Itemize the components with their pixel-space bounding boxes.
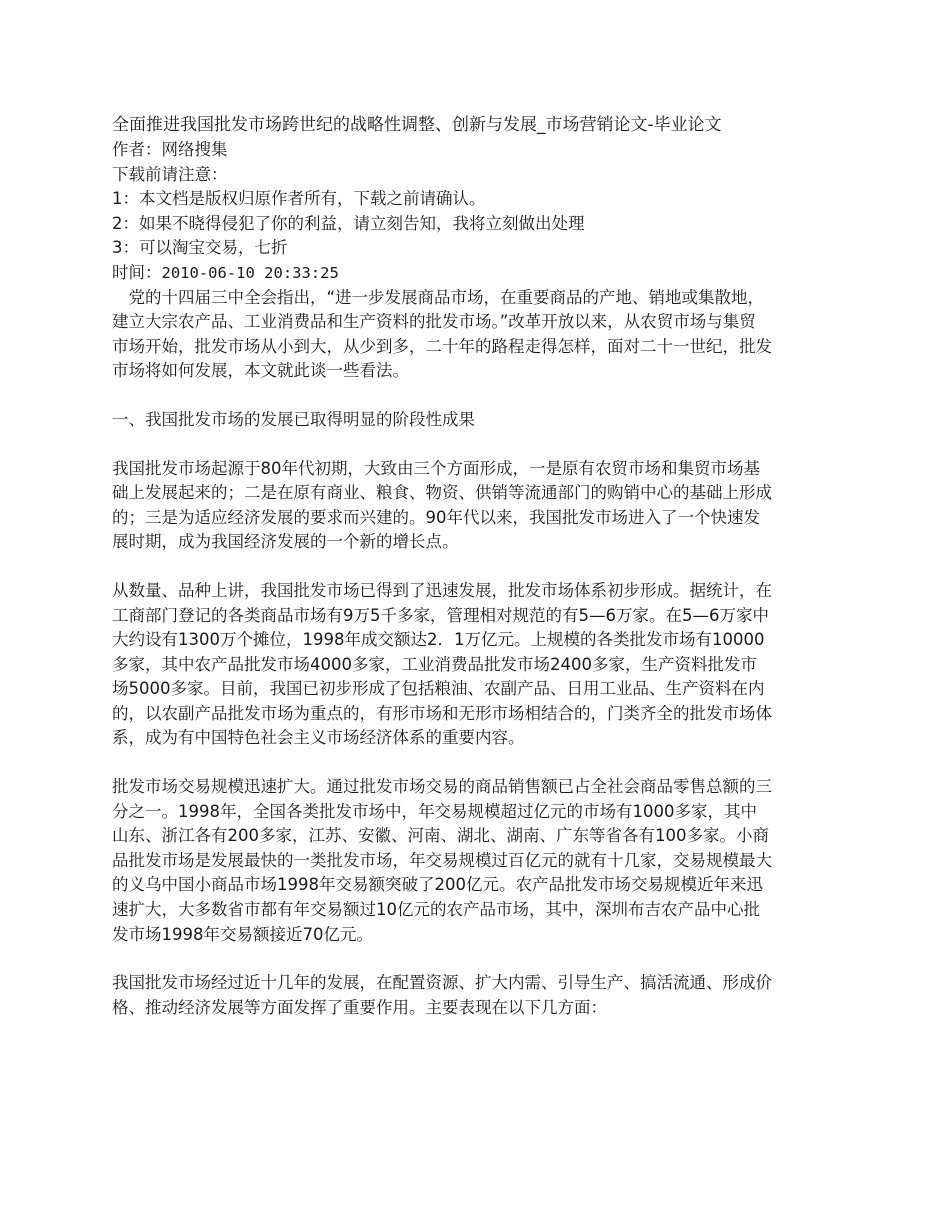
time-value: 2010-06-10 20:33:25 (161, 263, 339, 282)
body-paragraph-3: 批发市场交易规模迅速扩大。通过批发市场交易的商品销售额已占全社会商品零售总额的三分之一。1998年，全国各类批发市场中，年交易规模超过亿元的市场有1000多家，其中山东、浙江各有200多家，江苏、安徽、河南、湖北、湖南、广东等省各有100多家。小商品批发市场是发展最快的一类批发市场，年交易规模过百亿元的就有十几家，交易规模最大的义乌中国小商品市场1998年交易额突破了200亿元。农产品批发市场交易规模近年来迅速扩大，大多数省市都有年交易额过10亿元的农产品市场，其中，深圳布吉农产品中心批发市场1998年交易额接近70亿元。 (112, 777, 772, 944)
body-paragraph-1: 我国批发市场起源于80年代初期，大致由三个方面形成，一是原有农贸市场和集贸市场基础上发展起来的；二是在原有商业、粮食、物资、供销等流通部门的购销中心的基础上形成的；三是为适应经济发展的要求而兴建的。90年代以来，我国批发市场进入了一个快速发展时期，成为我国经济发展的一个新的增长点。 (112, 458, 772, 552)
document-title: 全面推进我国批发市场跨世纪的战略性调整、创新与发展_市场营销论文-毕业论文 (112, 115, 722, 135)
spacer (112, 555, 772, 579)
time-line (112, 261, 772, 286)
body-paragraph-4: 我国批发市场经过近十几年的发展，在配置资源、扩大内需、引导生产、搞活流通、形成价格、推动经济发展等方面发挥了重要作用。主要表现在以下几方面： (112, 973, 772, 1017)
notice-item-3: 3：可以淘宝交易，七折 (112, 238, 288, 258)
spacer (112, 433, 772, 457)
body-paragraph-2: 从数量、品种上讲，我国批发市场已得到了迅速发展，批发市场体系初步形成。据统计，在工商部门登记的各类商品市场有9万5千多家，管理相对规范的有5—6万家。在5—6万家中大约设有1300万个摊位，1998年成交额达2．1万亿元。上规模的各类批发市场有10000多家，其中农产品批发市场4000多家，工业消费品批发市场2400多家，生产资料批发市场5000多家。目前，我国已初步形成了包括粮油、农副产品、日用工业品、生产资料在内的，以农副产品批发市场为重点的，有形市场和无形市场相结合的，门类齐全的批发市场体系，成为有中国特色社会主义市场经济体系的重要内容。 (112, 580, 772, 748)
intro-paragraph: 党的十四届三中全会指出，“进一步发展商品市场，在重要商品的产地、销地或集散地，建立大宗农产品、工业消费品和生产资料的批发市场。”改革开放以来，从农贸市场与集贸市场开始，批发市场从小到大，从少到多，二十年的路程走得怎样，面对二十一世纪，批发市场将如何发展，本文就此谈一些看法。 (112, 287, 772, 381)
section-heading: 一、我国批发市场的发展已取得明显的阶段性成果 (112, 409, 475, 429)
spacer (112, 751, 772, 775)
notice-item-1: 1：本文档是版权归原作者所有，下载之前请确认。 (112, 189, 486, 209)
spacer (112, 947, 772, 971)
notice-heading: 下载前请注意： (112, 164, 228, 184)
notice-item-2: 2：如果不晓得侵犯了你的利益，请立刻告知，我将立刻做出处理 (112, 213, 585, 233)
time-label: 时间： (112, 262, 162, 282)
author-line: 作者：网络搜集 (112, 140, 228, 159)
spacer (112, 384, 772, 408)
document-page (112, 113, 772, 1020)
